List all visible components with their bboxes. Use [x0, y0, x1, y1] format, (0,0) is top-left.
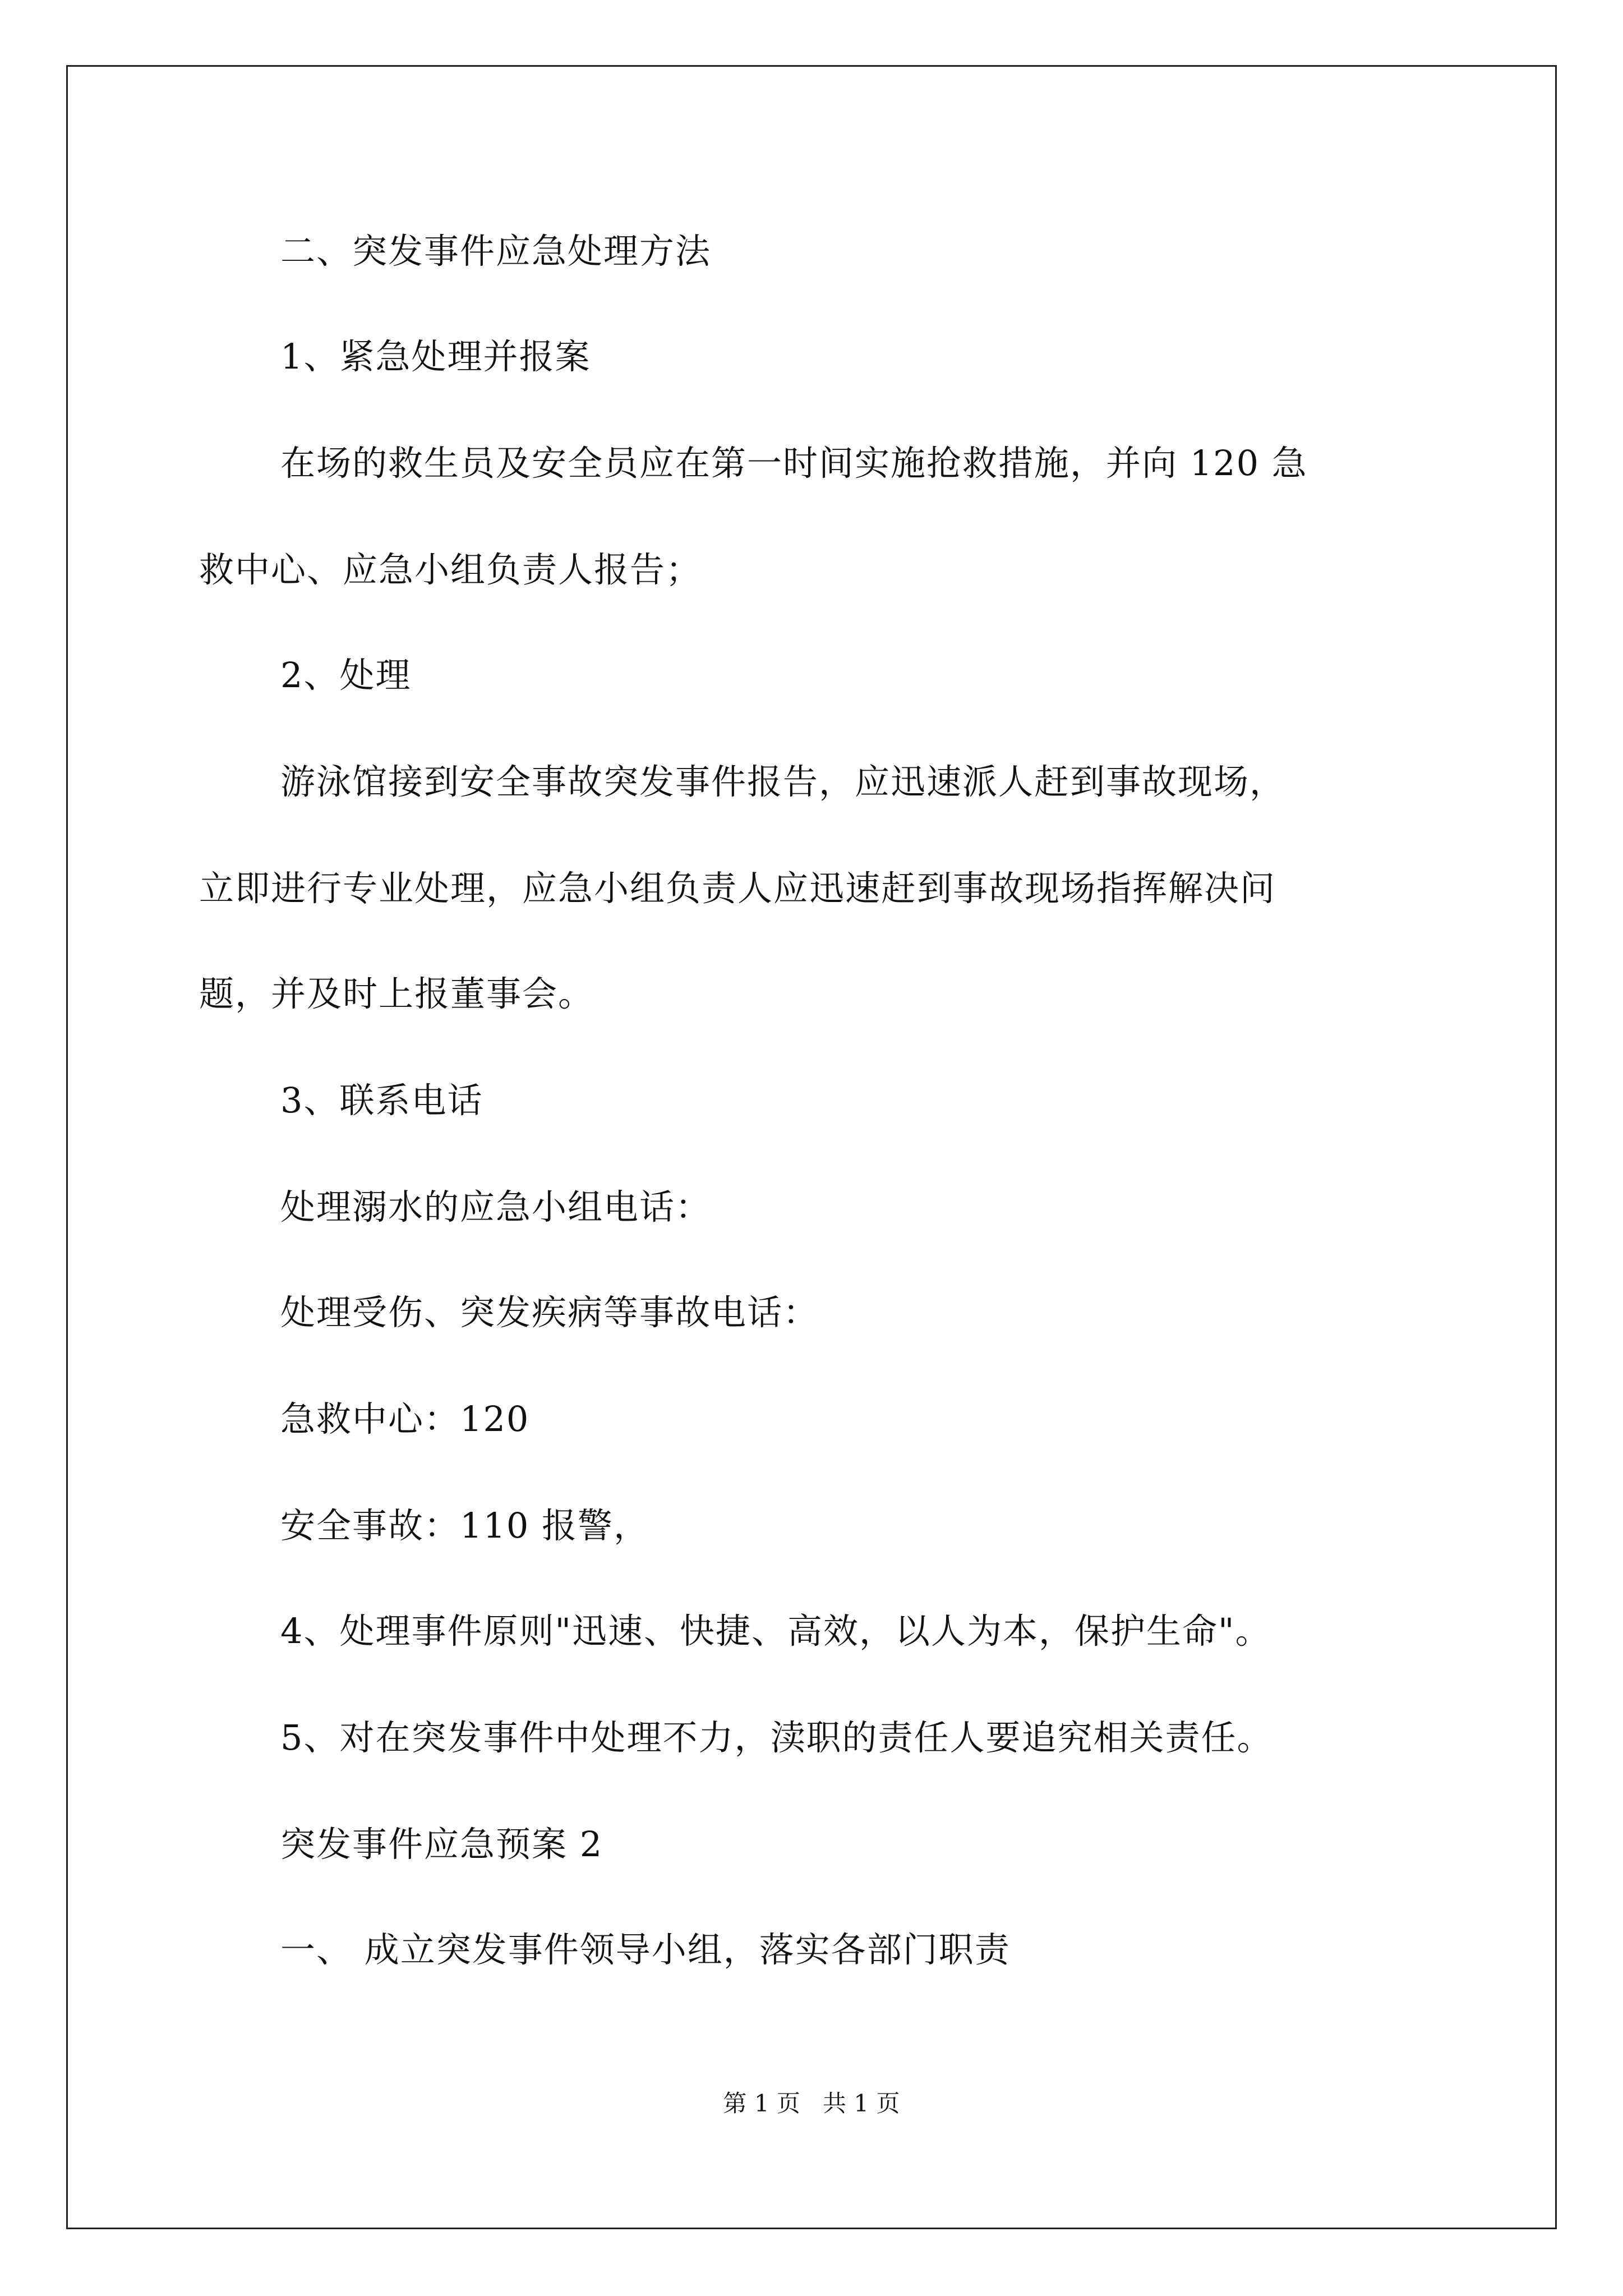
paragraph-line: 立即进行专业处理，应急小组负责人应迅速赶到事故现场指挥解决问 — [199, 868, 1276, 909]
subheading-5: 5、对在突发事件中处理不力，渎职的责任人要追究相关责任。 — [280, 1717, 1273, 1758]
section-heading: 一、 成立突发事件领导小组，落实各部门职责 — [280, 1929, 1011, 1970]
paragraph-line: 处理溺水的应急小组电话： — [280, 1186, 712, 1227]
paragraph-line: 救中心、应急小组负责人报告； — [199, 549, 702, 590]
subheading-1: 1、紧急处理并报案 — [280, 336, 591, 377]
subheading-4: 4、处理事件原则"迅速、快捷、高效，以人为本，保护生命"。 — [280, 1611, 1271, 1651]
section-heading: 二、突发事件应急处理方法 — [280, 231, 712, 272]
paragraph-line: 题，并及时上报董事会。 — [199, 973, 594, 1014]
page-border — [66, 65, 1557, 2229]
plan-title: 突发事件应急预案 2 — [280, 1824, 603, 1865]
paragraph-line: 安全事故：110 报警， — [280, 1505, 650, 1546]
page-footer: 第 1 页 共 1 页 — [723, 2090, 900, 2117]
paragraph-line: 在场的救生员及安全员应在第一时间实施抢救措施，并向 120 急 — [280, 443, 1308, 484]
paragraph-line: 急救中心：120 — [280, 1398, 530, 1439]
paragraph-line: 游泳馆接到安全事故突发事件报告，应迅速派人赶到事故现场， — [280, 761, 1286, 802]
subheading-3: 3、联系电话 — [280, 1080, 483, 1121]
paragraph-line: 处理受伤、突发疾病等事故电话： — [280, 1292, 819, 1333]
subheading-2: 2、处理 — [280, 655, 412, 696]
